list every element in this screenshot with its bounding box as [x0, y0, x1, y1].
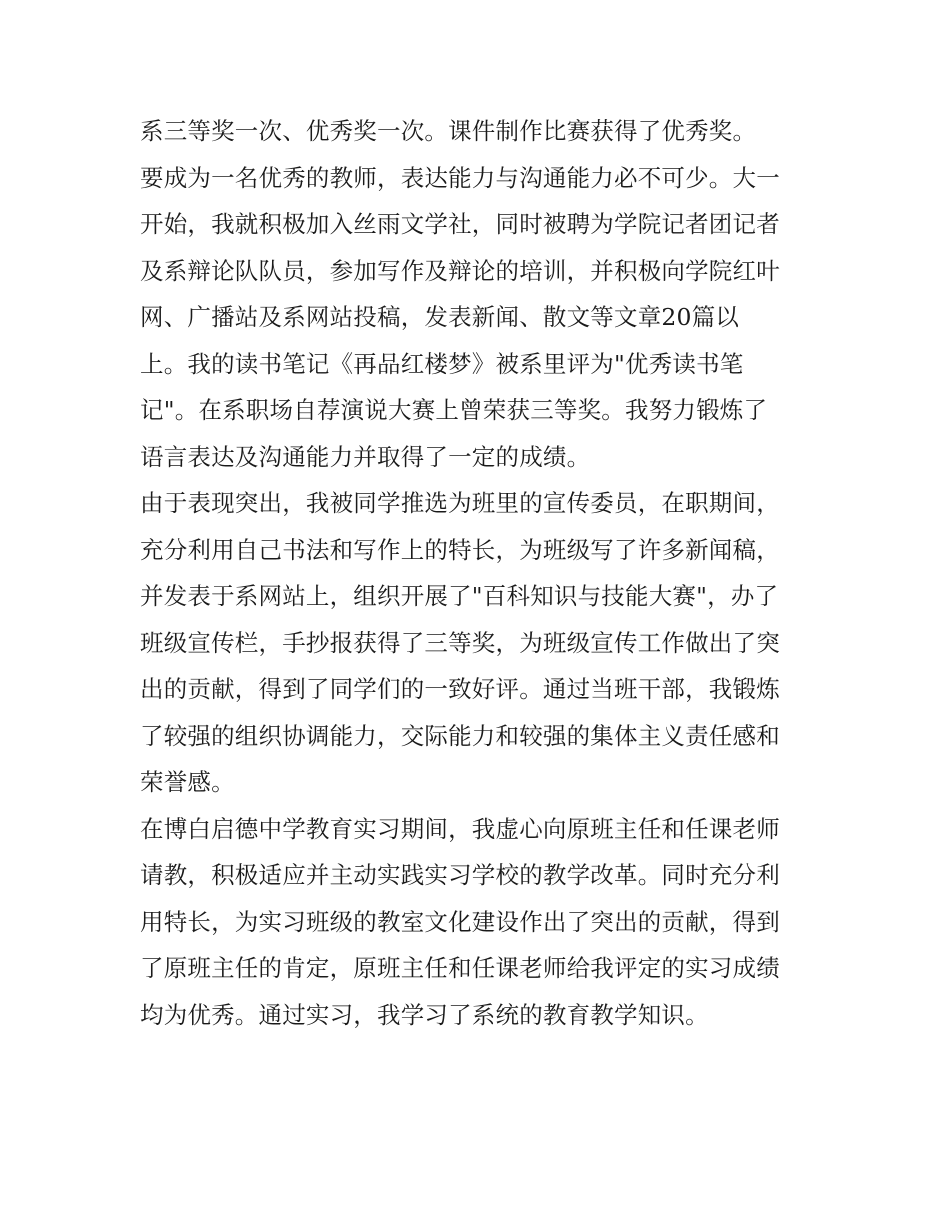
text-line: 及系辩论队队员，参加写作及辩论的培训，并积极向学院红叶	[140, 256, 780, 285]
document-body	[140, 108, 830, 1038]
text-line: 荣誉感。	[140, 768, 235, 796]
text-line: 开始，我就积极加入丝雨文学社，同时被聘为学院记者团记者	[140, 210, 780, 238]
text-line: 请教，积极适应并主动实践实习学校的教学改革。同时充分利	[140, 861, 780, 889]
text-line: 了原班主任的肯定，原班主任和任课老师给我评定的实习成绩	[140, 954, 780, 982]
text-line: 用特长，为实习班级的教室文化建设作出了突出的贡献，得到	[140, 907, 780, 936]
text-line: 由于表现突出，我被同学推选为班里的宣传委员，在职期间，	[140, 489, 780, 517]
text-line: 上。我的读书笔记《再品红楼梦》被系里评为"优秀读书笔	[140, 349, 744, 378]
text-line: 了较强的组织协调能力，交际能力和较强的集体主义责任感和	[140, 721, 780, 750]
text-line: 充分利用自己书法和写作上的特长，为班级写了许多新闻稿，	[140, 535, 780, 564]
text-line: 班级宣传栏，手抄报获得了三等奖，为班级宣传工作做出了突	[140, 628, 780, 657]
text-line: 并发表于系网站上，组织开展了"百科知识与技能大赛"，办了	[140, 582, 779, 610]
text-line: 在博白启德中学教育实习期间，我虚心向原班主任和任课老师	[140, 814, 780, 843]
text-line: 要成为一名优秀的教师，表达能力与沟通能力必不可少。大一	[140, 163, 780, 192]
text-line: 均为优秀。通过实习，我学习了系统的教育教学知识。	[140, 1000, 709, 1029]
text-line: 网、广播站及系网站投稿，发表新闻、散文等文章20篇以	[140, 303, 740, 331]
text-line: 系三等奖一次、优秀奖一次。课件制作比赛获得了优秀奖。	[140, 117, 757, 145]
text-line: 记"。在系职场自荐演说大赛上曾荣获三等奖。我努力锻炼了	[140, 396, 768, 424]
text-line: 出的贡献，得到了同学们的一致好评。通过当班干部，我锻炼	[140, 675, 780, 703]
text-line: 语言表达及沟通能力并取得了一定的成绩。	[140, 442, 591, 471]
